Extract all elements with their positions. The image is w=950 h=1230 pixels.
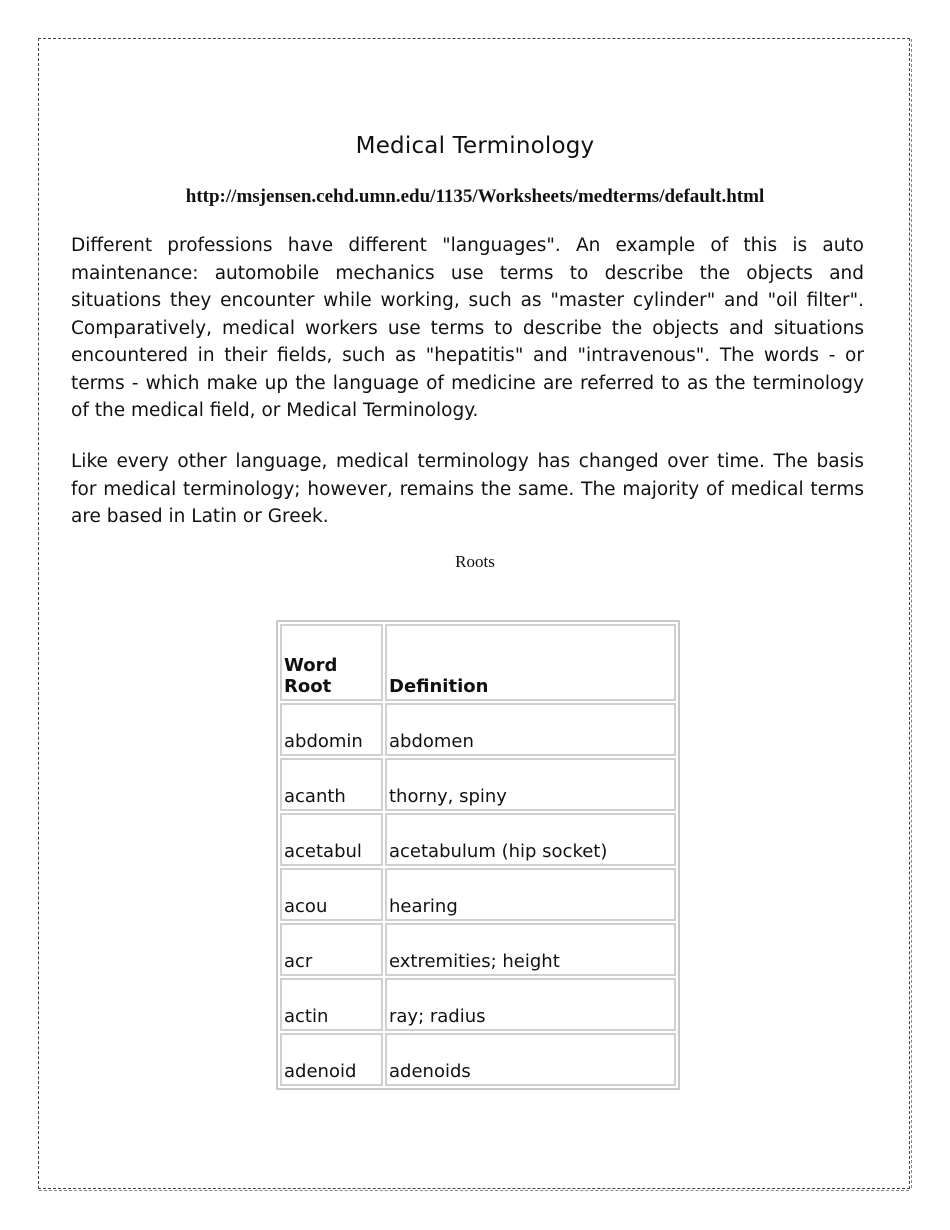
table-row [280, 703, 676, 756]
word-root-cell: abdomin [280, 703, 383, 756]
word-root-cell: adenoid [280, 1033, 383, 1086]
table-row [280, 1033, 676, 1086]
header-definition: Definition [385, 624, 676, 701]
table-row [280, 978, 676, 1031]
definition-cell: thorny, spiny [385, 758, 676, 811]
definition-cell: ray; radius [385, 978, 676, 1031]
definition-cell: adenoids [385, 1033, 676, 1086]
word-root-cell: actin [280, 978, 383, 1031]
table-row [280, 813, 676, 866]
word-root-cell: acanth [280, 758, 383, 811]
intro-paragraph: Different professions have different "languages". An example of this is auto maintenance: automobile mechanics use terms to describe the objects and situations they encounter while working, such as "master cylinder" and "oil filter". Comparatively, medical workers use terms to describe the objects and situations encountered in their fields, such as "hepatitis" and "intravenous". The words - or terms - which make up the language of medicine are referred to as the terminology of the medical field, or Medical Terminology. [71, 235, 864, 421]
page-title: Medical Terminology [355, 133, 595, 159]
definition-cell: extremities; height [385, 923, 676, 976]
table-row [280, 868, 676, 921]
definition-cell: hearing [385, 868, 676, 921]
table-caption: Roots [455, 552, 495, 571]
definition-cell: acetabulum (hip socket) [385, 813, 676, 866]
word-root-cell: acou [280, 868, 383, 921]
table-row [280, 758, 676, 811]
table-header-row [280, 624, 676, 701]
basis-paragraph: Like every other language, medical terminology has changed over time. The basis for medical terminology; however, remains the same. The majority of medical terms are based in Latin or Greek. [71, 451, 864, 527]
word-root-cell: acetabul [280, 813, 383, 866]
source-url: http://msjensen.cehd.umn.edu/1135/Worksheets/medterms/default.html [185, 186, 765, 207]
header-word-root: Word Root [280, 624, 383, 701]
definition-cell: abdomen [385, 703, 676, 756]
word-root-cell: acr [280, 923, 383, 976]
word-roots-table [276, 620, 680, 1090]
table-row [280, 923, 676, 976]
